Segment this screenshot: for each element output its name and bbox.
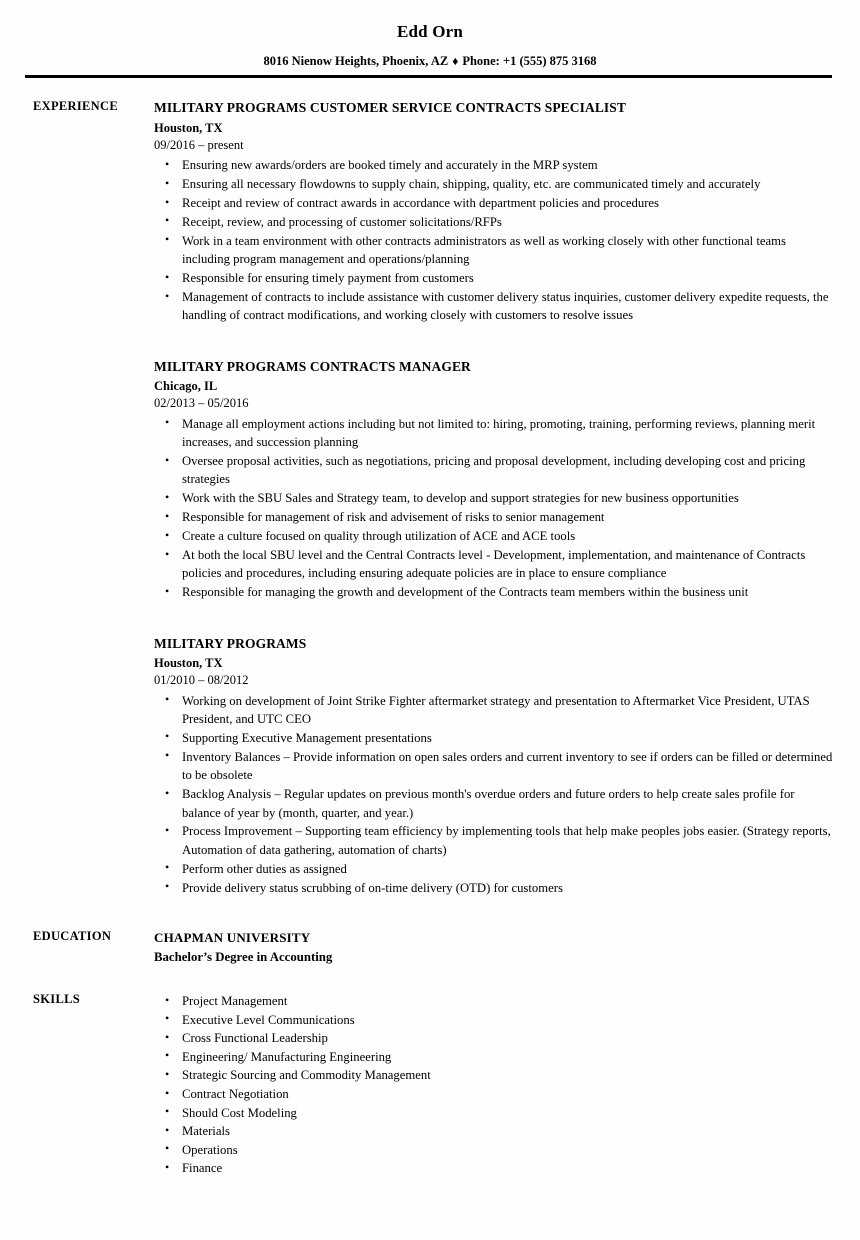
job-entry — [154, 99, 834, 325]
list-item: • Provide delivery status scrubbing of on-time delivery (OTD) for customers — [154, 879, 834, 897]
candidate-name: Edd Orn — [396, 22, 464, 41]
list-item: • Inventory Balances – Provide information on open sales orders and current inventory to see if orders can be filled or determined to be obsolete — [154, 748, 834, 785]
skills-list — [154, 992, 834, 1177]
list-item: • Receipt, review, and processing of customer solicitations/RFPs — [154, 213, 834, 231]
skills-section — [0, 992, 860, 1177]
job-dates: 01/2010 – 08/2012 — [154, 673, 249, 688]
list-item: • Management of contracts to include assistance with customer delivery status inquiries, customer delivery expedite requests, the handling of contract modifications, and working closely with customers to resolve issues — [154, 288, 834, 325]
job-dates: 09/2016 – present — [154, 137, 244, 152]
header-divider — [25, 75, 832, 78]
list-item: • Operations — [154, 1141, 834, 1159]
education-body — [154, 929, 834, 967]
list-item: • Responsible for managing the growth and development of the Contracts team members within the business unit — [154, 583, 834, 601]
job-responsibilities — [154, 692, 834, 897]
list-item: • Create a culture focused on quality through utilization of ACE and ACE tools — [154, 527, 834, 545]
list-item: • Should Cost Modeling — [154, 1104, 834, 1122]
list-item: • Receipt and review of contract awards in accordance with department policies and procedures — [154, 194, 834, 212]
education-section-label: EDUCATION — [33, 928, 112, 943]
job-title: MILITARY PROGRAMS CONTRACTS MANAGER — [154, 358, 471, 374]
list-item: • Engineering/ Manufacturing Engineering — [154, 1048, 834, 1066]
list-item: • Process Improvement – Supporting team efficiency by implementing tools that help make peoples jobs easier. (Strategy reports, Automation of data gathering, automation of charts) — [154, 822, 834, 859]
contact-phone: Phone: +1 (555) 875 3168 — [462, 54, 597, 69]
list-item: • Supporting Executive Management presentations — [154, 729, 834, 747]
list-item: • Strategic Sourcing and Commodity Management — [154, 1066, 834, 1084]
list-item: • Finance — [154, 1159, 834, 1177]
contact-line — [0, 54, 860, 69]
list-item: • Executive Level Communications — [154, 1011, 834, 1029]
job-location: Chicago, IL — [154, 379, 218, 394]
experience-section — [0, 99, 860, 897]
list-item: • Responsible for ensuring timely payment from customers — [154, 269, 834, 287]
education-degree: Bachelor’s Degree in Accounting — [154, 949, 333, 964]
skills-body — [154, 992, 834, 1177]
job-entry — [154, 635, 834, 897]
education-school: CHAPMAN UNIVERSITY — [154, 929, 311, 945]
list-item: • Cross Functional Leadership — [154, 1029, 834, 1047]
list-item: • Backlog Analysis – Regular updates on previous month's overdue orders and future orders to help create sales profile for balance of year by (month, quarter, and year.) — [154, 785, 834, 822]
job-title: MILITARY PROGRAMS CUSTOMER SERVICE CONTRACTS SPECIALIST — [154, 100, 627, 116]
job-location: Houston, TX — [154, 120, 223, 135]
experience-list — [154, 99, 834, 897]
diamond-separator-icon: ♦ — [452, 54, 459, 69]
list-item: • Materials — [154, 1122, 834, 1140]
job-entry — [154, 358, 834, 602]
education-section — [0, 929, 860, 967]
job-dates: 02/2013 – 05/2016 — [154, 396, 249, 411]
list-item: • Ensuring all necessary flowdowns to supply chain, shipping, quality, etc. are communicated timely and accurately — [154, 175, 834, 193]
list-item: • Contract Negotiation — [154, 1085, 834, 1103]
job-responsibilities — [154, 156, 834, 325]
list-item: • Ensuring new awards/orders are booked timely and accurately in the MRP system — [154, 156, 834, 174]
experience-section-label: EXPERIENCE — [33, 99, 118, 114]
contact-address: 8016 Nienow Heights, Phoenix, AZ — [263, 54, 449, 69]
list-item: • Manage all employment actions including but not limited to: hiring, promoting, training, performing reviews, planning merit increases, and succession planning — [154, 415, 834, 452]
list-item: • Work with the SBU Sales and Strategy team, to develop and support strategies for new business opportunities — [154, 489, 834, 507]
list-item: • Work in a team environment with other contracts administrators as well as working closely with other functional teams including program management and operations/planning — [154, 232, 834, 269]
list-item: • Perform other duties as assigned — [154, 860, 834, 878]
resume-header — [0, 0, 860, 78]
list-item: • Working on development of Joint Strike Fighter aftermarket strategy and presentation to Aftermarket Vice President, UTAS President, and UTC CEO — [154, 692, 834, 729]
list-item: • At both the local SBU level and the Central Contracts level - Development, implementation, and maintenance of Contracts policies and procedures, including ensuring adequate policies are in place to ensure compliance — [154, 546, 834, 583]
list-item: • Project Management — [154, 992, 834, 1010]
job-responsibilities — [154, 415, 834, 602]
job-location: Houston, TX — [154, 656, 223, 671]
list-item: • Oversee proposal activities, such as negotiations, pricing and proposal development, including developing cost and pricing strategies — [154, 452, 834, 489]
skills-section-label: SKILLS — [33, 992, 80, 1007]
job-title: MILITARY PROGRAMS — [154, 635, 307, 651]
list-item: • Responsible for management of risk and advisement of risks to senior management — [154, 508, 834, 526]
